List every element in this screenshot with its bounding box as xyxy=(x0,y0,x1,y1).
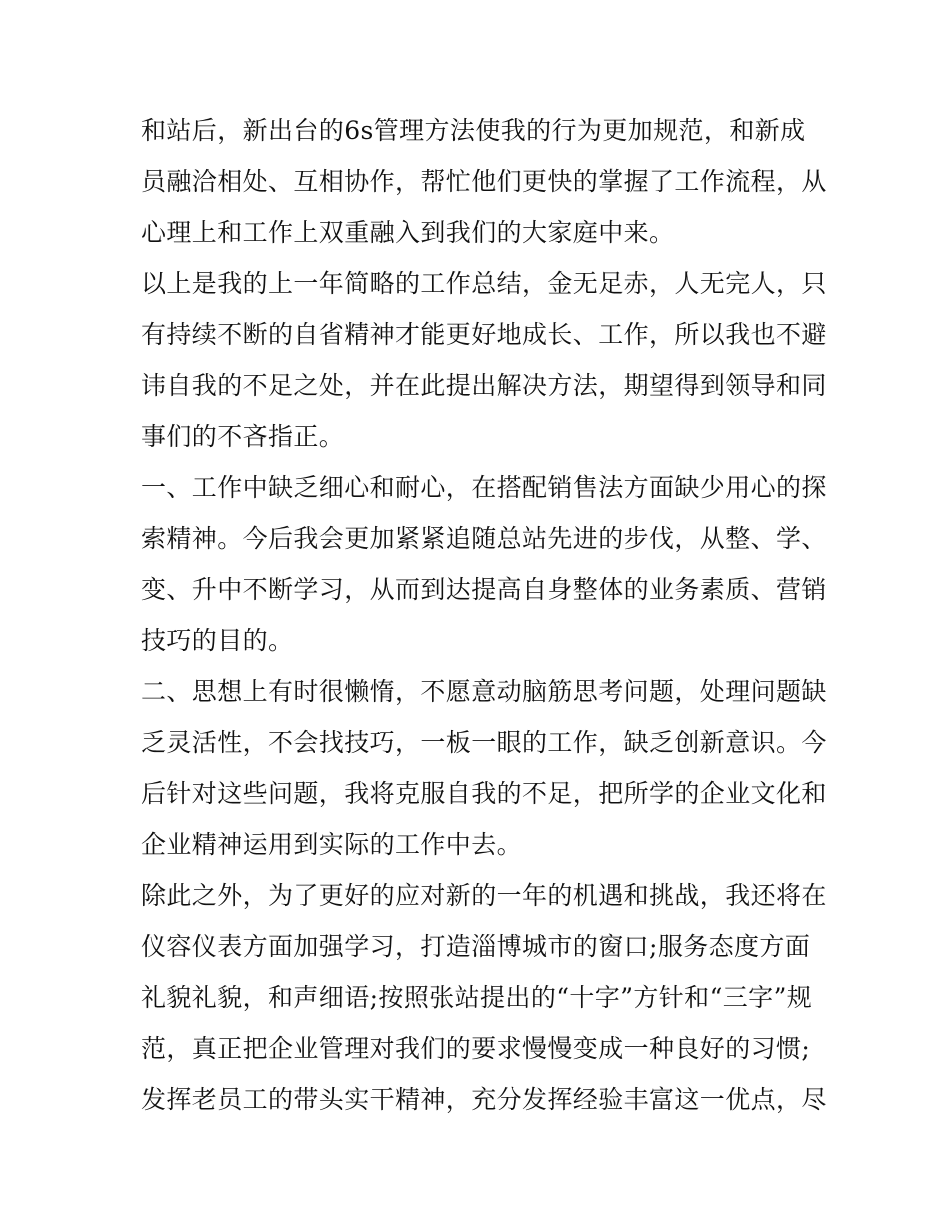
document-body xyxy=(141,105,827,1125)
text-line: 企业精神运用到实际的工作中去。 xyxy=(141,830,523,859)
text-line: 范，真正把企业管理对我们的要求慢慢变成一种良好的习惯; xyxy=(141,1034,811,1063)
text-line: 索精神。今后我会更加紧紧追随总站先进的步伐，从整、学、 xyxy=(141,524,827,553)
text-line: 有持续不断的自省精神才能更好地成长、工作，所以我也不避 xyxy=(141,320,827,349)
text-line: 二、思想上有时很懒惰，不愿意动脑筋思考问题，处理问题缺 xyxy=(141,677,827,706)
text-line: 除此之外，为了更好的应对新的一年的机遇和挑战，我还将在 xyxy=(141,881,827,910)
text-line: 变、升中不断学习，从而到达提高自身整体的业务素质、营销 xyxy=(141,575,827,604)
text-line: 仪容仪表方面加强学习，打造淄博城市的窗口;服务态度方面 xyxy=(141,932,811,961)
text-line: 技巧的目的。 xyxy=(141,626,294,655)
text-line: 和站后，新出台的6s管理方法使我的行为更加规范，和新成 xyxy=(141,116,806,145)
text-line: 事们的不吝指正。 xyxy=(141,422,345,451)
text-line: 心理上和工作上双重融入到我们的大家庭中来。 xyxy=(141,218,675,247)
text-line: 一、工作中缺乏细心和耐心，在搭配销售法方面缺少用心的探 xyxy=(141,473,827,502)
text-line: 后针对这些问题，我将克服自我的不足，把所学的企业文化和 xyxy=(141,779,827,808)
text-line: 员融洽相处、互相协作，帮忙他们更快的掌握了工作流程，从 xyxy=(141,167,827,196)
text-line: 发挥老员工的带头实干精神，充分发挥经验丰富这一优点，尽 xyxy=(141,1085,827,1114)
text-line: 以上是我的上一年简略的工作总结，金无足赤，人无完人，只 xyxy=(141,269,827,298)
text-line: 礼貌礼貌，和声细语;按照张站提出的“十字”方针和“三字”规 xyxy=(141,983,813,1012)
text-line: 讳自我的不足之处，并在此提出解决方法，期望得到领导和同 xyxy=(141,371,827,400)
text-line: 乏灵活性，不会找技巧，一板一眼的工作，缺乏创新意识。今 xyxy=(141,728,827,757)
